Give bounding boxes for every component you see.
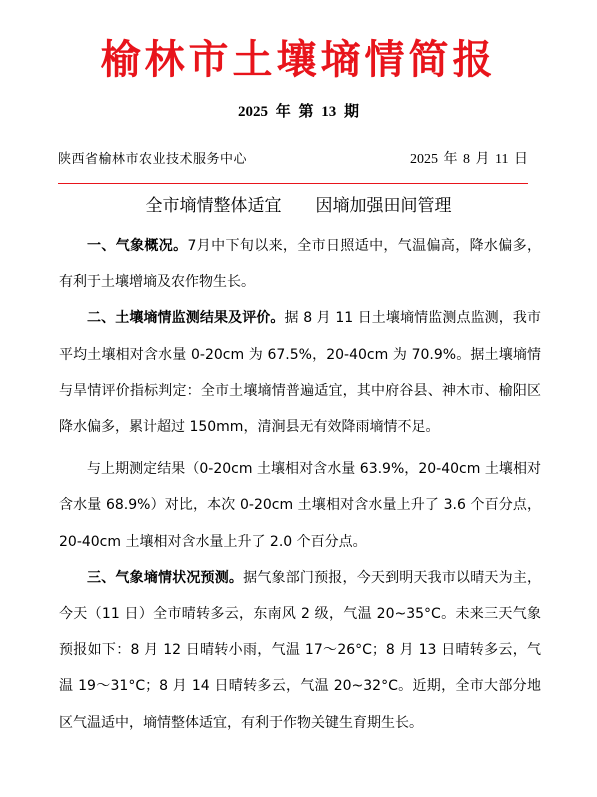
section-lead: 一、气象概况。	[87, 238, 188, 254]
publisher-org: 陕西省榆林市农业技术服务中心	[58, 152, 248, 167]
headline: 全市墒情整体适宜 因墒加强田间管理	[145, 196, 452, 216]
section-soil-monitoring	[59, 300, 541, 445]
section-lead: 二、土壤墒情监测结果及评价。	[87, 310, 285, 327]
article-body	[59, 228, 541, 741]
section-text: 据 8 月 11 日土壤墒情监测点监测，我市平均土壤相对含水量 0-20cm 为 67.5%，20-40cm 为 70.9%。据土壤墒情与旱情评价指标判定：全市土壤墒情普遍适宜，其中府谷县、神木市、榆阳区降水偏多，累计超过 150mm，清涧县无有效降雨墒情不足。	[59, 310, 542, 436]
section-forecast	[59, 560, 541, 741]
issue-number: 2025 年 第 13 期	[237, 104, 359, 120]
section-weather	[59, 228, 541, 300]
section-lead: 三、气象墒情状况预测。	[87, 569, 244, 586]
section-text: 7月中下旬以来，全市日照适中，气温偏高，降水偏多，有利于土壤增墒及农作物生长。	[59, 238, 542, 291]
meta-row	[58, 148, 528, 168]
section-text: 与上期测定结果（0-20cm 土壤相对含水量 63.9%，20-40cm 土壤相对含水量 68.9%）对比，本次 0-20cm 土壤相对含水量上升了 3.6 个百分点，20-40cm 土壤相对含水量上升了 2.0 个百分点。	[59, 461, 541, 550]
header-divider	[58, 183, 528, 184]
publish-date: 2025 年 8 月 11 日	[410, 152, 528, 167]
section-text: 据气象部门预报，今天到明天我市以晴天为主，今天（11 日）全市晴转多云，东南风 2 级，气温 20~35°C。未来三天气象预报如下：8 月 12 日晴转小雨，气温 17～26°C；8 月 13 日晴转多云，气温 19～31°C；8 月 14 日晴转多云，气温 20~32°C。近期，全市大部分地区气温适中，墒情整体适宜，有利于作物关键生育期生长。	[59, 569, 542, 731]
masthead-title: 榆林市土壤墒情简报	[100, 36, 497, 83]
section-comparison	[59, 451, 541, 560]
